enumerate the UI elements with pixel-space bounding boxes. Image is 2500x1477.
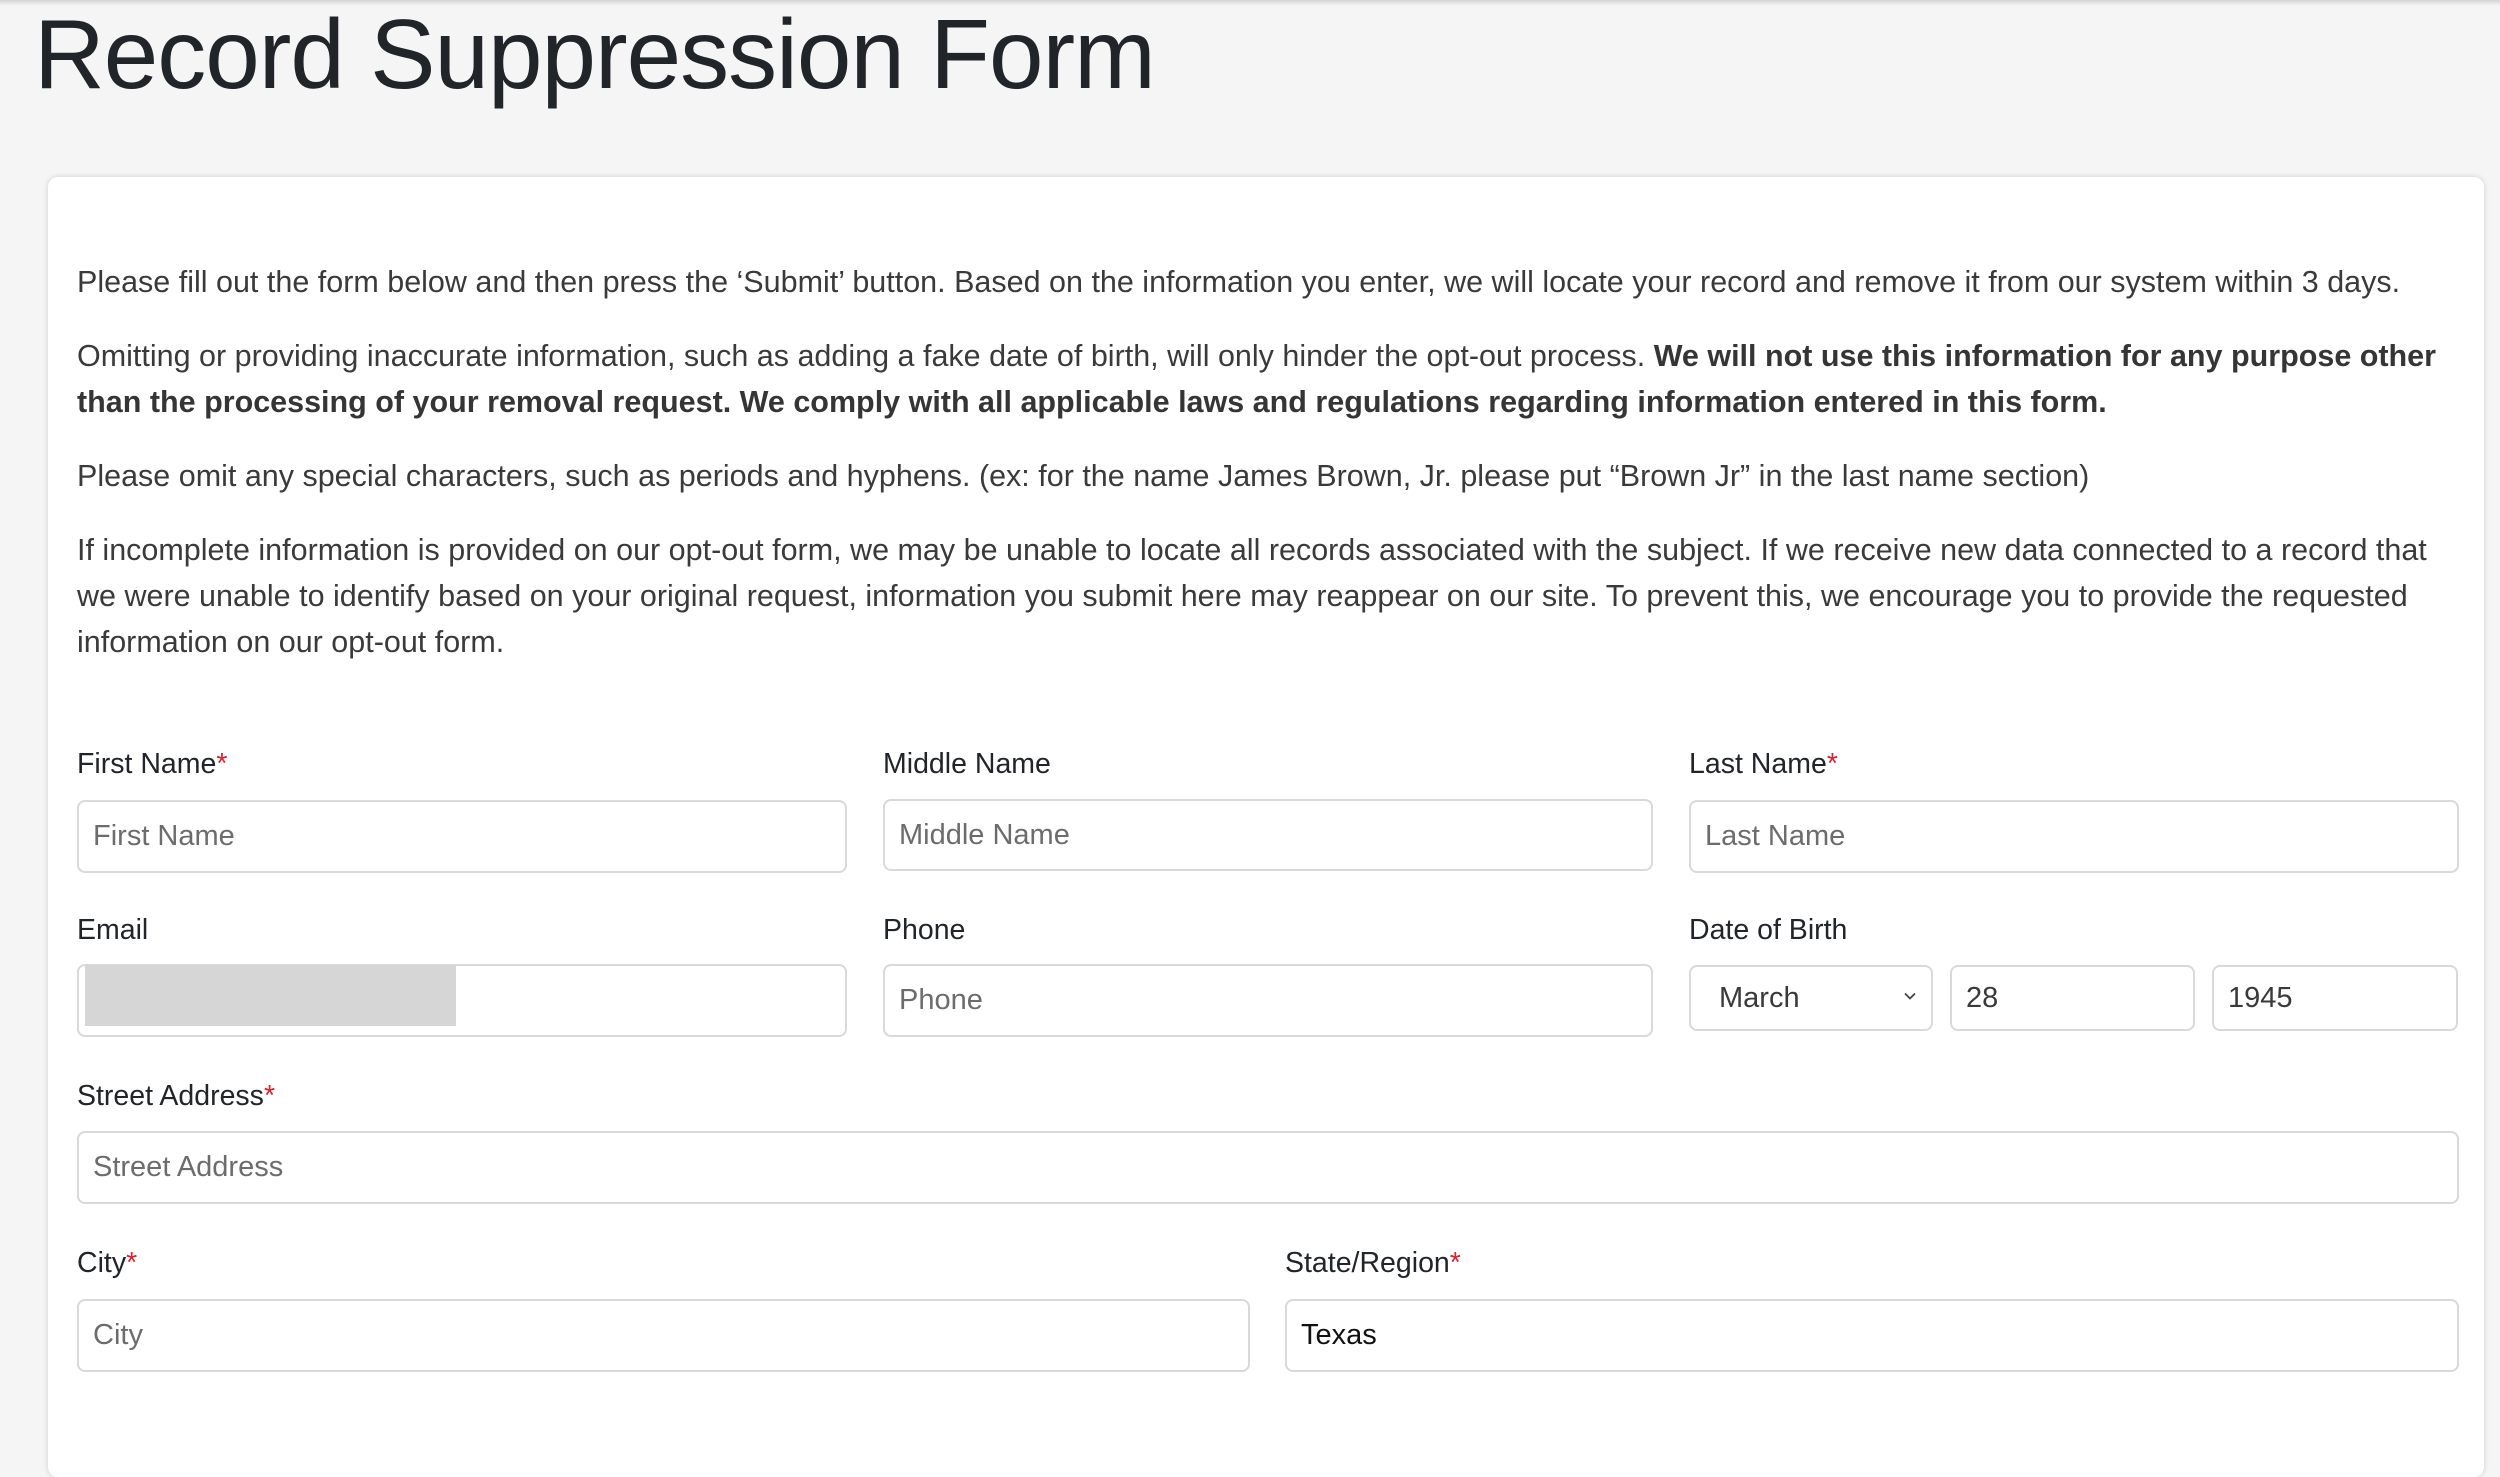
phone-label: Phone — [883, 914, 966, 946]
intro-paragraph-accuracy — [77, 333, 2457, 425]
intro-paragraph-incomplete-info: If incomplete information is provided on our opt-out form, we may be unable to locate all records associated with the subject. If we receive new data connected to a record that we were unable to identify based on your original request, information you submit here may reappear on our site. To prevent this, we encourage you to provide the requested information on our opt-out form. — [77, 533, 2427, 659]
state-region-label-text: State/Region — [1285, 1247, 1450, 1279]
date-of-birth-label: Date of Birth — [1689, 914, 1848, 946]
email-label: Email — [77, 914, 149, 946]
accuracy-text: Omitting or providing inaccurate information, such as adding a fake date of birth, will only hinder the opt-out process. — [77, 339, 1654, 373]
birth-day-input[interactable] — [1950, 965, 2195, 1031]
birth-month-select[interactable] — [1689, 965, 1933, 1031]
required-marker: * — [1449, 1247, 1461, 1279]
middle-name-input[interactable] — [883, 799, 1653, 871]
required-marker: * — [1826, 748, 1838, 780]
intro-paragraph-instructions: Please fill out the form below and then press the ‘Submit’ button. Based on the information you enter, we will locate your record and remove it from our system within 3 days. — [77, 265, 2401, 299]
first-name-label-text: First Name — [77, 748, 217, 780]
required-marker: * — [263, 1080, 276, 1112]
birth-year-input[interactable] — [2212, 965, 2458, 1031]
city-label — [77, 1247, 137, 1280]
city-label-text: City — [77, 1247, 127, 1279]
required-marker: * — [216, 748, 228, 780]
birth-month-value: March — [1719, 981, 1800, 1014]
intro-text — [77, 259, 2457, 693]
street-address-label-text: Street Address — [77, 1080, 264, 1112]
state-region-label — [1285, 1247, 1461, 1280]
first-name-input[interactable] — [77, 800, 847, 873]
page-title: Record Suppression Form — [34, 0, 1155, 109]
intro-paragraph-special-characters: Please omit any special characters, such as periods and hyphens. (ex: for the name James Brown, Jr. please put “Brown Jr” in the last name section) — [77, 459, 2090, 493]
phone-input[interactable] — [883, 964, 1653, 1037]
required-marker: * — [126, 1247, 138, 1279]
last-name-label-text: Last Name — [1689, 748, 1827, 780]
street-address-input[interactable] — [77, 1131, 2459, 1204]
redacted-email-value — [85, 965, 456, 1026]
city-input[interactable] — [77, 1299, 1250, 1372]
street-address-label — [77, 1080, 275, 1113]
first-name-label — [77, 748, 227, 781]
last-name-input[interactable] — [1689, 800, 2459, 873]
state-region-input[interactable] — [1285, 1299, 2459, 1372]
chevron-down-icon — [1903, 989, 1917, 1003]
last-name-label — [1689, 748, 1838, 781]
middle-name-label: Middle Name — [883, 748, 1051, 780]
privacy-statement: We will not use this information for any purpose other than the processing of your removal request. We comply with all applicable laws and regulations regarding information entered in this form. — [77, 339, 2437, 419]
